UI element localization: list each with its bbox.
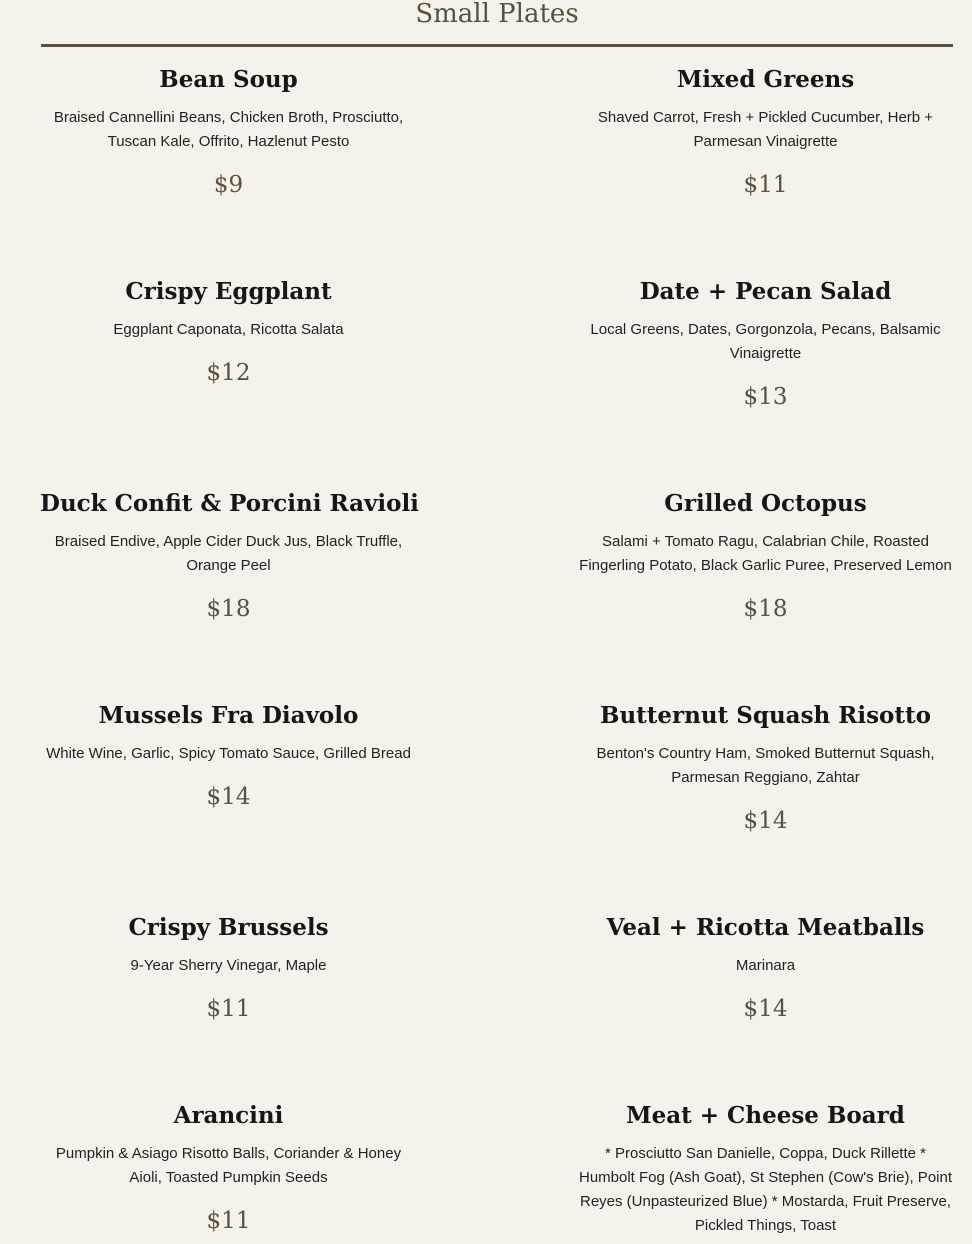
menu-item-crispy-eggplant xyxy=(40,277,417,388)
item-description: White Wine, Garlic, Spicy Tomato Sauce, Grilled Bread xyxy=(46,745,411,762)
section-title: Small Plates xyxy=(415,0,579,29)
item-name: Duck Confit & Porcini Ravioli xyxy=(40,490,419,517)
menu-item-mixed-greens xyxy=(578,65,953,200)
item-price: $9 xyxy=(213,172,244,198)
item-price: $18 xyxy=(206,596,251,622)
menu-item-veal-ricotta-meatballs xyxy=(578,913,953,1024)
item-description: Shaved Carrot, Fresh + Pickled Cucumber, Herb + Parmesan Vinaigrette xyxy=(597,109,934,150)
item-price: $14 xyxy=(206,784,251,810)
menu-item-butternut-squash-risotto xyxy=(578,701,953,836)
item-description: Braised Cannellini Beans, Chicken Broth, Prosciutto, Tuscan Kale, Offrito, Hazlenut Pesto xyxy=(53,109,404,150)
item-name: Date + Pecan Salad xyxy=(639,278,892,305)
item-description: * Prosciutto San Danielle, Coppa, Duck Rillette * Humbolt Fog (Ash Goat), St Stephen (Cow's Brie), Point Reyes (Unpasteurized Blue) * Mostarda, Fruit Preserve, Pickled Things, Toast xyxy=(578,1145,952,1234)
item-name: Mixed Greens xyxy=(676,66,855,93)
menu-item-crispy-brussels xyxy=(40,913,417,1024)
item-price: $11 xyxy=(743,172,788,198)
menu-item-mussels-fra-diavolo xyxy=(40,701,417,812)
item-name: Crispy Brussels xyxy=(128,914,329,941)
item-price: $11 xyxy=(206,996,251,1022)
item-description: Pumpkin & Asiago Risotto Balls, Coriander & Honey Aioli, Toasted Pumpkin Seeds xyxy=(55,1145,402,1186)
item-description: Braised Endive, Apple Cider Duck Jus, Black Truffle, Orange Peel xyxy=(54,533,403,574)
item-name: Veal + Ricotta Meatballs xyxy=(606,914,925,941)
item-price: $18 xyxy=(743,596,788,622)
item-price: $11 xyxy=(206,1208,251,1234)
item-name: Meat + Cheese Board xyxy=(626,1102,905,1129)
item-price: $13 xyxy=(743,384,788,410)
item-name: Grilled Octopus xyxy=(664,490,867,517)
menu-item-duck-confit-ravioli xyxy=(40,489,417,624)
menu-item-grilled-octopus xyxy=(578,489,953,624)
item-name: Mussels Fra Diavolo xyxy=(98,702,359,729)
item-description: Eggplant Caponata, Ricotta Salata xyxy=(113,321,344,338)
item-name: Butternut Squash Risotto xyxy=(600,702,931,729)
item-price: $12 xyxy=(206,360,251,386)
item-name: Arancini xyxy=(173,1102,284,1129)
item-description: 9-Year Sherry Vinegar, Maple xyxy=(130,957,327,974)
section-divider xyxy=(41,44,953,47)
item-description: Marinara xyxy=(735,957,796,974)
menu-item-bean-soup xyxy=(40,65,417,200)
item-description: Salami + Tomato Ragu, Calabrian Chile, Roasted Fingerling Potato, Black Garlic Puree, Preserved Lemon xyxy=(579,533,952,574)
item-description: Benton's Country Ham, Smoked Butternut Squash, Parmesan Reggiano, Zahtar xyxy=(596,745,935,786)
item-price: $14 xyxy=(743,996,788,1022)
item-description: Local Greens, Dates, Gorgonzola, Pecans, Balsamic Vinaigrette xyxy=(590,321,941,362)
menu-item-meat-cheese-board xyxy=(578,1101,953,1238)
item-name: Crispy Eggplant xyxy=(125,278,332,305)
item-price: $14 xyxy=(743,808,788,834)
menu-item-date-pecan-salad xyxy=(578,277,953,412)
item-name: Bean Soup xyxy=(159,66,298,93)
menu-item-arancini xyxy=(40,1101,417,1236)
